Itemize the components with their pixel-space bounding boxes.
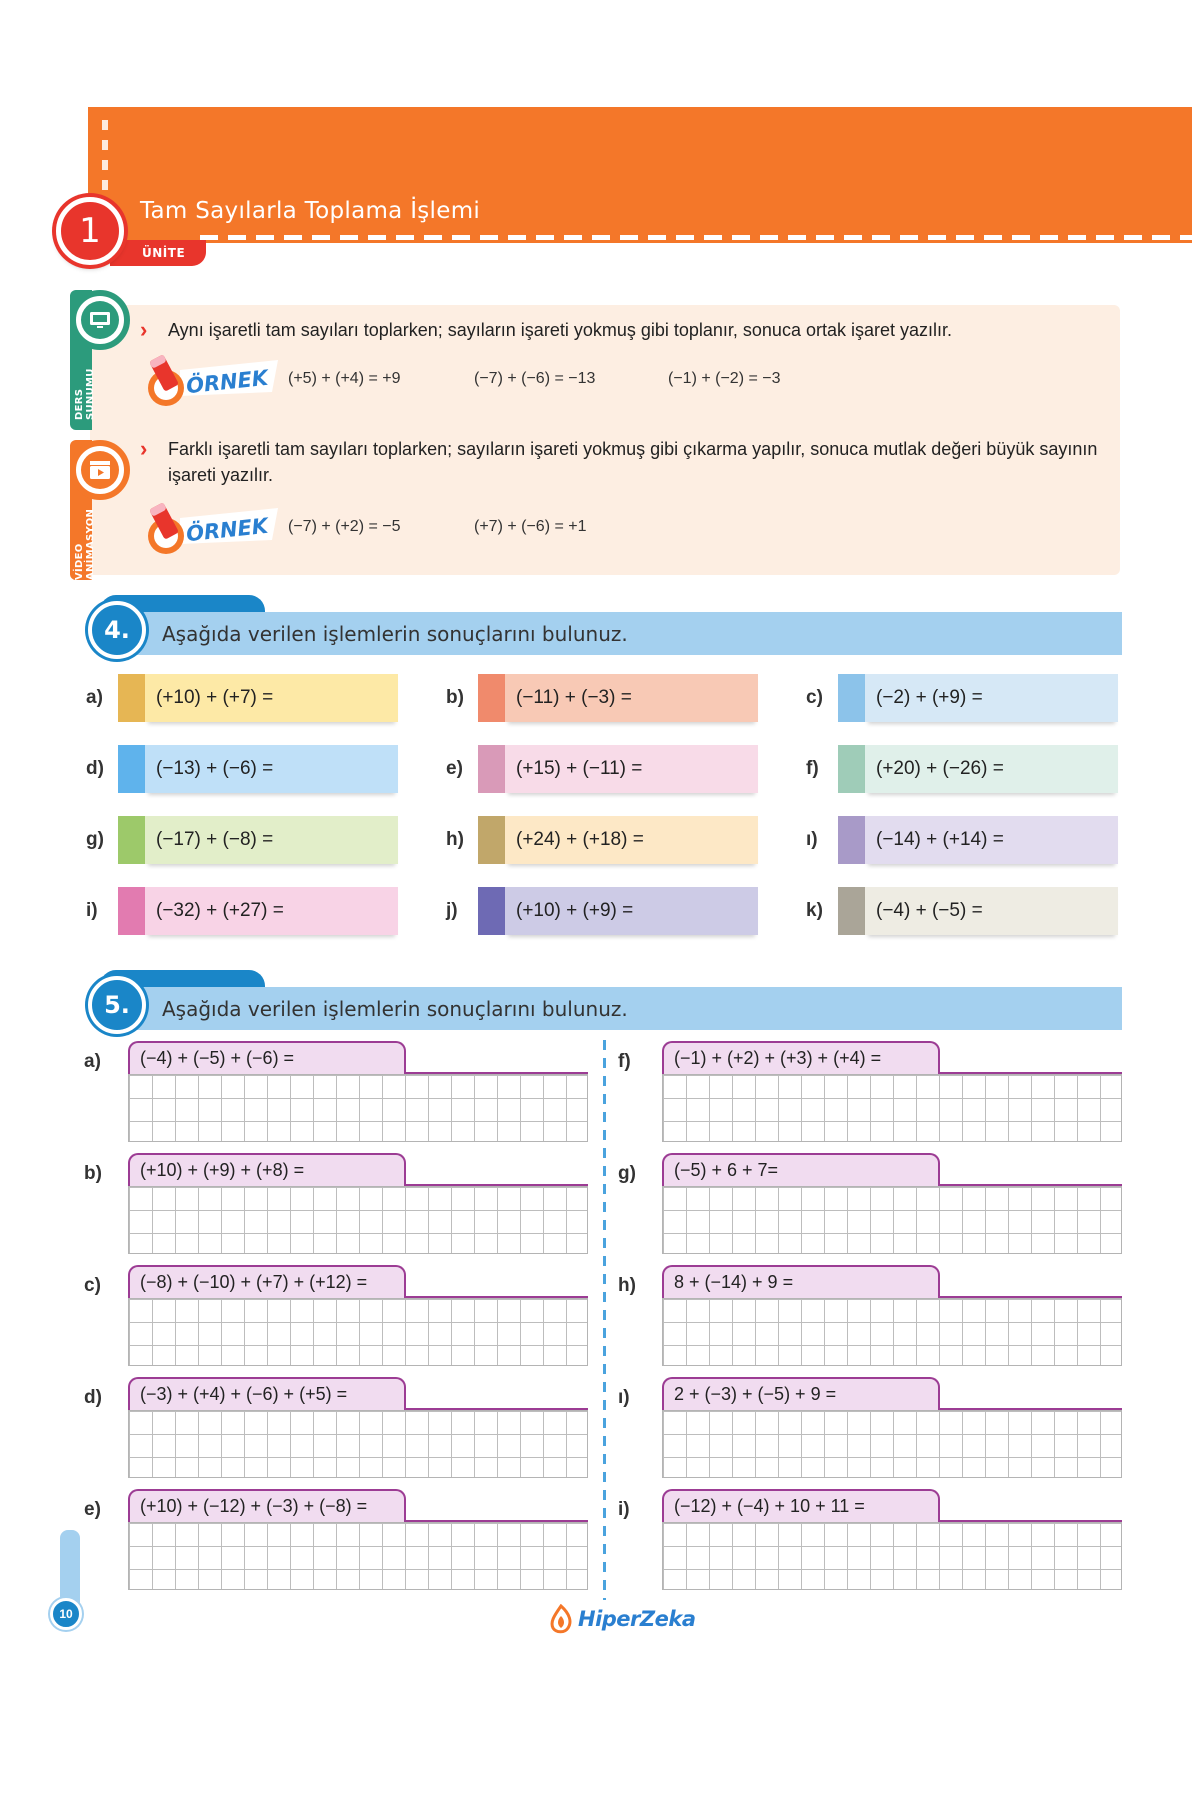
column-divider — [603, 1040, 606, 1600]
grid-exercise — [618, 1377, 1122, 1477]
grid-exercise — [618, 1489, 1122, 1589]
exercise-letter: d) — [86, 758, 104, 779]
bullet-arrow-icon: › — [140, 436, 148, 461]
work-grid[interactable] — [662, 1298, 1122, 1366]
header-divider — [200, 235, 1192, 240]
grid-exercise — [618, 1041, 1122, 1141]
exercise-item — [446, 887, 758, 935]
example-label: ÖRNEK — [184, 365, 270, 399]
exercise-expression: (+24) + (+18) = — [516, 829, 644, 850]
exercise-item — [806, 887, 1118, 935]
exercise-letter: a) — [84, 1051, 101, 1072]
question-5-badge — [88, 976, 146, 1034]
exercise-expression: (−5) + 6 + 7= — [674, 1160, 779, 1180]
exercise-letter: j) — [446, 900, 458, 921]
exercise-item — [446, 674, 758, 722]
question-5-prompt: Aşağıda verilen işlemlerin sonuçlarını bulunuz. — [162, 997, 628, 1021]
video-tab-label: VİDEO ANİMASYON — [74, 508, 96, 580]
work-grid[interactable] — [128, 1298, 588, 1366]
exercise-expression: (−1) + (+2) + (+3) + (+4) = — [674, 1048, 882, 1068]
exercise-letter: ı) — [618, 1387, 630, 1408]
exercise-color-stripe — [838, 745, 865, 793]
unit-label: ÜNİTE — [142, 246, 186, 260]
exercise-color-stripe — [118, 674, 145, 722]
exercise-color-stripe — [118, 816, 145, 864]
header-decoration — [102, 120, 108, 190]
exercise-expression: (−32) + (+27) = — [156, 900, 284, 921]
question-number: 4. — [104, 616, 130, 644]
example-badge — [140, 352, 282, 412]
grid-exercise — [618, 1153, 1122, 1253]
page-title: Tam Sayılarla Toplama İşlemi — [140, 198, 481, 224]
bullet-arrow-icon: › — [140, 317, 148, 342]
exercise-letter: f) — [806, 758, 819, 779]
grid-exercise — [84, 1489, 588, 1589]
brand-name: HiperZeka — [578, 1607, 696, 1631]
unit-badge — [56, 197, 124, 265]
exercise-item — [86, 674, 398, 722]
grid-exercise — [84, 1041, 588, 1141]
page-number: 10 — [59, 1607, 73, 1621]
work-grid[interactable] — [662, 1186, 1122, 1254]
grid-exercise — [84, 1153, 588, 1253]
exercise-item — [806, 674, 1118, 722]
question-4-badge — [88, 601, 146, 659]
exercise-letter: b) — [446, 687, 464, 708]
work-grid[interactable] — [128, 1410, 588, 1478]
exercise-expression: (−2) + (+9) = — [876, 687, 983, 708]
work-grid[interactable] — [662, 1410, 1122, 1478]
exercise-letter: b) — [84, 1163, 102, 1184]
grid-exercise — [618, 1265, 1122, 1365]
exercise-expression: (+15) + (−11) = — [516, 758, 643, 779]
exercise-color-stripe — [118, 745, 145, 793]
exercise-expression: 2 + (−3) + (−5) + 9 = — [674, 1384, 837, 1404]
exercise-expression: (−14) + (+14) = — [876, 829, 1004, 850]
page-number-badge — [50, 1598, 82, 1630]
exercise-expression: (−11) + (−3) = — [516, 687, 632, 708]
video-clapper-icon[interactable] — [70, 440, 130, 500]
exercise-letter: g) — [618, 1163, 636, 1184]
exercise-letter: g) — [86, 829, 104, 850]
exercise-expression: (−4) + (−5) + (−6) = — [140, 1048, 295, 1068]
exercise-color-stripe — [118, 887, 145, 935]
exercise-letter: i) — [86, 900, 98, 921]
exercise-color-stripe — [478, 674, 505, 722]
example-expression: (−7) + (−6) = −13 — [474, 370, 596, 387]
exercise-color-stripe — [838, 816, 865, 864]
question-number: 5. — [104, 991, 130, 1019]
exercise-letter: c) — [806, 687, 823, 708]
example-label: ÖRNEK — [184, 513, 270, 547]
lesson-tab-label: DERS SUNUMU — [74, 368, 96, 420]
example-expression: (−1) + (−2) = −3 — [668, 370, 781, 387]
example-expression: (+5) + (+4) = +9 — [288, 370, 401, 387]
exercise-letter: f) — [618, 1051, 631, 1072]
work-grid[interactable] — [128, 1186, 588, 1254]
work-grid[interactable] — [128, 1074, 588, 1142]
rule-same-sign: Aynı işaretli tam sayıları toplarken; sayıların işareti yokmuş gibi toplanır, sonuca ortak işaret yazılır. — [168, 320, 953, 340]
unit-tab — [110, 240, 206, 266]
work-grid[interactable] — [662, 1074, 1122, 1142]
brand-flame-icon — [548, 1604, 574, 1634]
exercise-expression: (−8) + (−10) + (+7) + (+12) = — [140, 1272, 368, 1292]
example-badge — [140, 500, 282, 560]
publisher-logo — [548, 1604, 696, 1634]
grid-exercise — [84, 1265, 588, 1365]
exercise-letter: k) — [806, 900, 823, 921]
exercise-expression: (+10) + (+9) = — [516, 900, 634, 921]
example-expression: (−7) + (+2) = −5 — [288, 518, 401, 535]
exercise-expression: (−12) + (−4) + 10 + 11 = — [674, 1496, 865, 1516]
exercise-expression: (+20) + (−26) = — [876, 758, 1004, 779]
exercise-letter: a) — [86, 687, 103, 708]
exercise-expression: 8 + (−14) + 9 = — [674, 1272, 794, 1292]
exercise-letter: h) — [618, 1275, 636, 1296]
rule-different-sign: Farklı işaretli tam sayıları toplarken; sayıların işareti yokmuş gibi çıkarma yapılır, sonuca mutlak değeri büyük sayının işareti yazılır. — [168, 439, 1098, 485]
exercise-expression: (−3) + (+4) + (−6) + (+5) = — [140, 1384, 348, 1404]
exercise-color-stripe — [478, 745, 505, 793]
grid-exercise — [84, 1377, 588, 1477]
exercise-item — [806, 816, 1118, 864]
exercise-expression: (+10) + (−12) + (−3) + (−8) = — [140, 1496, 368, 1516]
exercise-letter: c) — [84, 1275, 101, 1296]
exercise-color-stripe — [478, 816, 505, 864]
exercise-color-stripe — [838, 887, 865, 935]
example-expression: (+7) + (−6) = +1 — [474, 518, 587, 535]
exercise-color-stripe — [478, 887, 505, 935]
exercise-color-stripe — [838, 674, 865, 722]
exercise-expression: (−4) + (−5) = — [876, 900, 983, 921]
exercise-letter: e) — [84, 1499, 101, 1520]
lesson-presentation-icon[interactable] — [70, 290, 130, 350]
exercise-item — [86, 887, 398, 935]
exercise-expression: (+10) + (+9) + (+8) = — [140, 1160, 305, 1180]
exercise-expression: (−17) + (−8) = — [156, 829, 274, 850]
work-grid[interactable] — [662, 1522, 1122, 1590]
exercise-expression: (+10) + (+7) = — [156, 687, 274, 708]
unit-number: 1 — [79, 211, 101, 251]
exercise-letter: ı) — [806, 829, 818, 850]
exercise-expression: (−13) + (−6) = — [156, 758, 274, 779]
work-grid[interactable] — [128, 1522, 588, 1590]
exercise-letter: i) — [618, 1499, 630, 1520]
exercise-item — [446, 745, 758, 793]
exercise-item — [86, 816, 398, 864]
exercise-item — [806, 745, 1118, 793]
question-4-prompt: Aşağıda verilen işlemlerin sonuçlarını bulunuz. — [162, 622, 628, 646]
exercise-item — [446, 816, 758, 864]
exercise-letter: d) — [84, 1387, 102, 1408]
exercise-letter: h) — [446, 829, 464, 850]
exercise-item — [86, 745, 398, 793]
exercise-letter: e) — [446, 758, 463, 779]
